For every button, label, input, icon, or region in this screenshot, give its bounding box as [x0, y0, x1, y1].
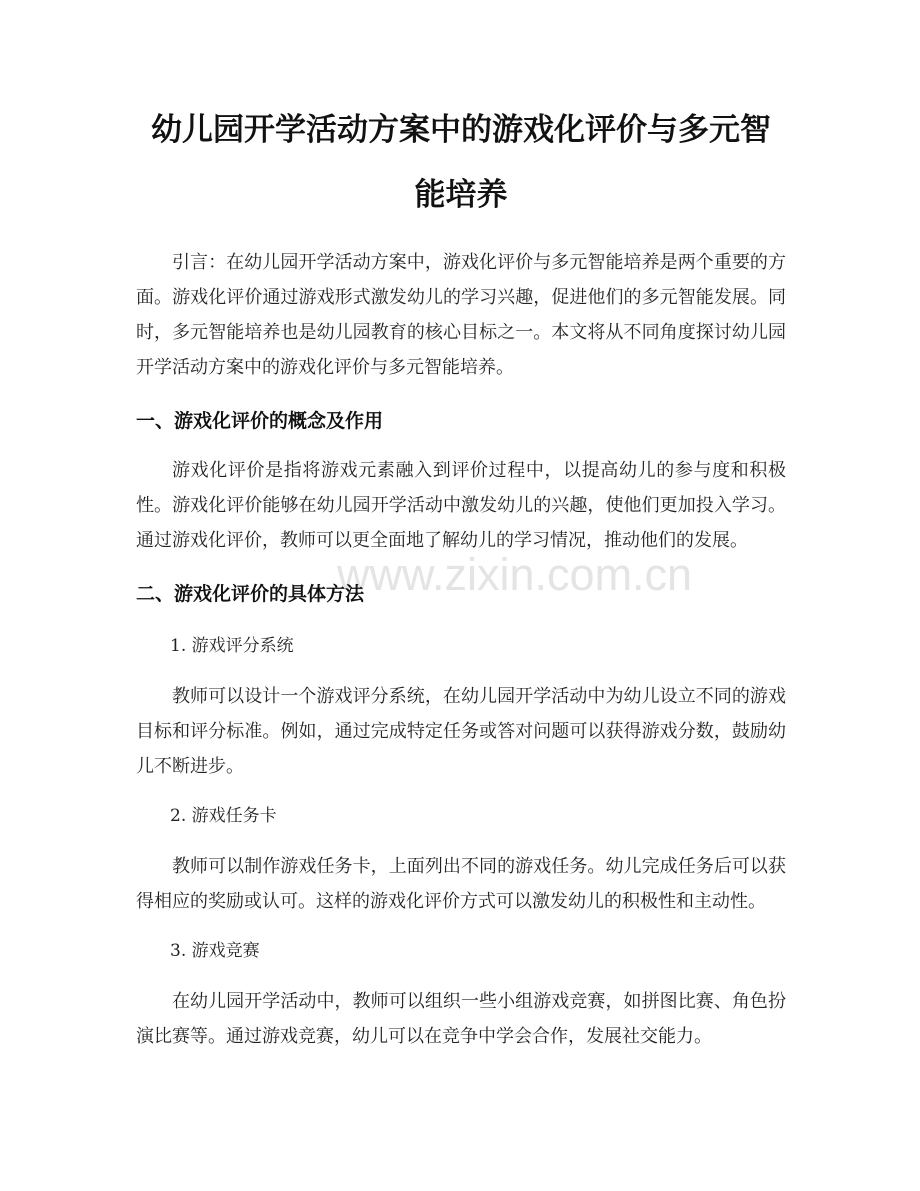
document-title: 幼儿园开学活动方案中的游戏化评价与多元智能培养 — [151, 112, 771, 213]
method-3-heading: 3. 游戏竞赛 — [170, 941, 260, 961]
document-body — [136, 98, 786, 1054]
section-heading-1: 一、游戏化评价的概念及作用 — [136, 410, 384, 432]
method-3-paragraph: 在幼儿园开学活动中，教师可以组织一些小组游戏竞赛，如拼图比赛、角色扮演比赛等。通过游戏竞赛，幼儿可以在竞争中学会合作，发展社交能力。 — [136, 991, 786, 1047]
intro-paragraph: 引言：在幼儿园开学活动方案中，游戏化评价与多元智能培养是两个重要的方面。游戏化评价通过游戏形式激发幼儿的学习兴趣，促进他们的多元智能发展。同时，多元智能培养也是幼儿园教育的核心目标之一。本文将从不同角度探讨幼儿园开学活动方案中的游戏化评价与多元智能培养。 — [136, 252, 786, 378]
section-1-paragraph: 游戏化评价是指将游戏元素融入到评价过程中，以提高幼儿的参与度和积极性。游戏化评价能够在幼儿园开学活动中激发幼儿的兴趣，使他们更加投入学习。通过游戏化评价，教师可以更全面地了解幼儿的学习情况，推动他们的发展。 — [136, 460, 786, 551]
method-2-paragraph: 教师可以制作游戏任务卡，上面列出不同的游戏任务。幼儿完成任务后可以获得相应的奖励或认可。这样的游戏化评价方式可以激发幼儿的积极性和主动性。 — [136, 856, 786, 912]
method-1-heading: 1. 游戏评分系统 — [170, 636, 294, 656]
watermark: www.zixin.com.cn — [337, 549, 693, 600]
method-1-paragraph: 教师可以设计一个游戏评分系统，在幼儿园开学活动中为幼儿设立不同的游戏目标和评分标准。例如，通过完成特定任务或答对问题可以获得游戏分数，鼓励幼儿不断进步。 — [136, 686, 786, 777]
section-heading-2: 二、游戏化评价的具体方法 — [136, 583, 365, 605]
method-2-heading: 2. 游戏任务卡 — [170, 806, 277, 826]
